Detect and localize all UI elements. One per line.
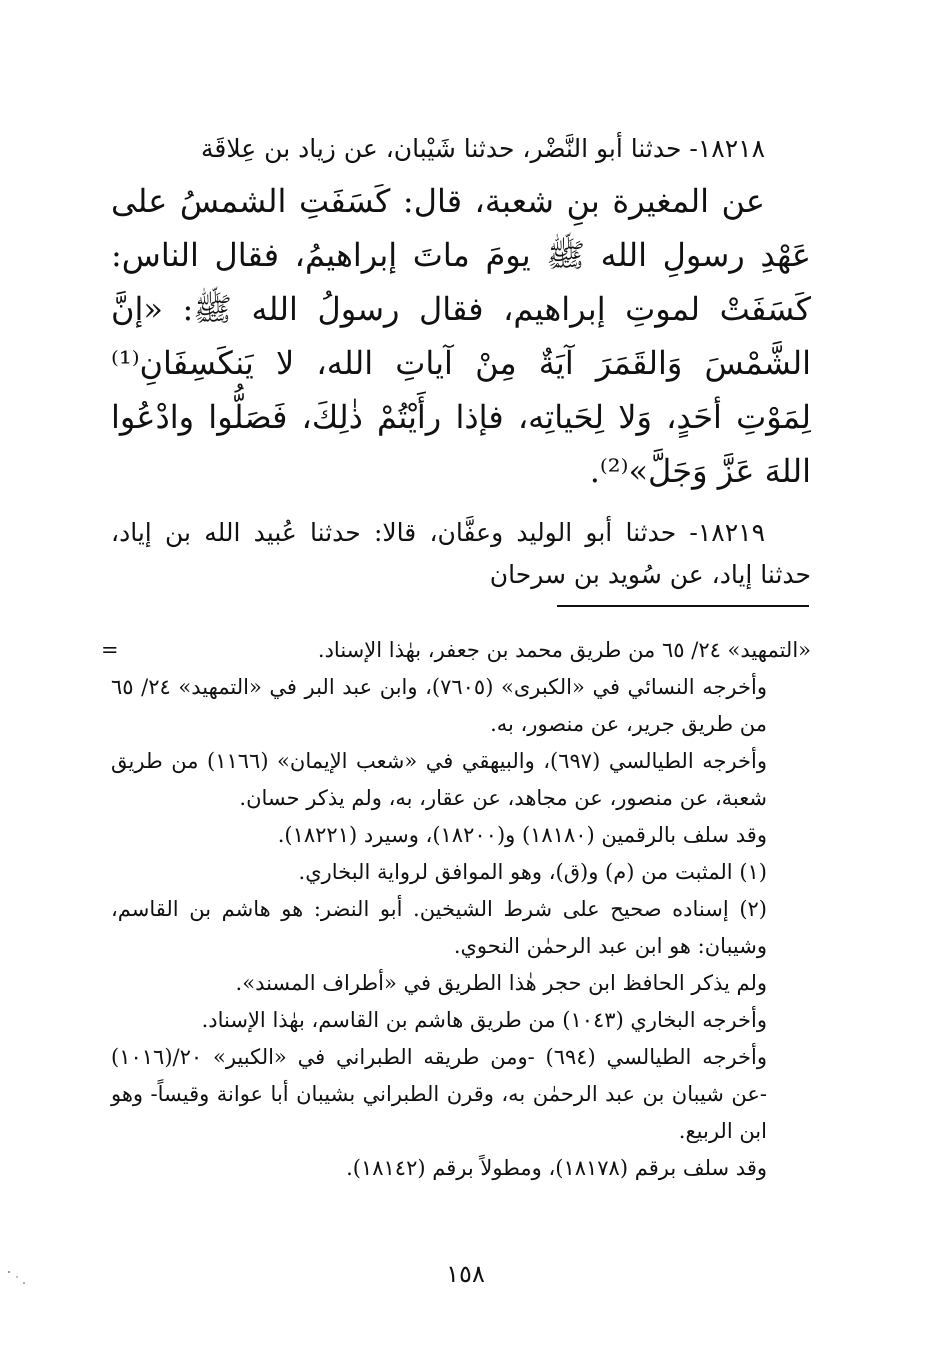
footnote-line: وقد سلف برقم (١٨١٧٨)، ومطولاً برقم (١٨١٤٢). (346, 1156, 767, 1180)
hadith-18219-isnad (111, 512, 811, 596)
hadith-18218-isnad-text: ١٨٢١٨- حدثنا أبو النَّضْر، حدثنا شَيْبان، عن زياد بن عِلاقَة (201, 134, 765, 163)
footnotes (101, 632, 811, 1187)
footnote-line: ولم يذكر الحافظ ابن حجر هٰذا الطريق في «أطراف المسند». (235, 971, 767, 995)
footnote-line: وأخرجه البخاري (١٠٤٣) من طريق هاشم بن القاسم، بهٰذا الإسناد. (201, 1008, 767, 1032)
hadith-18218-matn (111, 174, 811, 498)
hadith-18219-isnad-text: ١٨٢١٩- حدثنا أبو الوليد وعفَّان، قالا: حدثنا عُبيد الله بن إياد، حدثنا إياد، عن سُويد بن سرحان (111, 518, 811, 589)
footnote-line: وأخرجه النسائي في «الكبرى» (٧٦٠٥)، وابن عبد البر في «التمهيد» ٢٤/ ٦٥ من طريق جرير، عن منصور، به. (111, 675, 767, 736)
footnote-line: «التمهيد» ٢٤/ ٦٥ من طريق محمد بن جعفر، بهٰذا الإسناد. (317, 638, 811, 662)
footnote-line: وأخرجه الطيالسي (٦٩٧)، والبيهقي في «شعب الإيمان» (١١٦٦) من طريق شعبة، عن منصور، عن مجاهد، عن عقار، به، ولم يذكر حسان. (111, 749, 767, 810)
hadith-18218-matn-text: عن المغيرة بنِ شعبة، قال: كَسَفَتِ الشمسُ على عَهْدِ رسولِ الله ﷺ يومَ ماتَ إبراهيمُ، فقال الناس: كَسَفَتْ لموتِ إبراهيم، فقال رسولُ الله ﷺ: «إنَّ الشَّمْسَ وَالقَمَرَ آيَةٌ مِنْ آياتِ الله، لا يَنكَسِفَانِ⁽¹⁾ لِمَوْتِ أحَدٍ، وَلا لِحَياتِه، فإذا رأَيْتُمْ ذٰلِكَ، فَصَلُّوا وادْعُوا اللهَ عَزَّ وَجَلَّ»⁽²⁾. (111, 182, 811, 490)
page-number: ١٥٨ (446, 1260, 485, 1288)
footnote-separator (557, 605, 809, 607)
scan-specks (6, 1268, 36, 1288)
hadith-18218-isnad (111, 128, 811, 170)
footnote-line: وقد سلف بالرقمين (١٨١٨٠) و(١٨٢٠٠)، وسيرد (١٨٢٢١). (277, 823, 767, 847)
footnote-1: (١) المثبت من (م) و(ق)، وهو الموافق لرواية البخاري. (298, 860, 767, 884)
footnote-line: وأخرجه الطيالسي (٦٩٤) -ومن طريقه الطبراني في «الكبير» ٢٠/(١٠١٦) -عن شيبان بن عبد الرحمٰن به، وقرن الطبراني بشيبان أبا عوانة وقيساً- وهو ابن الربيع. (111, 1045, 767, 1143)
footnote-2: (٢) إسناده صحيح على شرط الشيخين. أبو النضر: هو هاشم بن القاسم، وشيبان: هو ابن عبد الرحمٰن النحوي. (111, 897, 767, 958)
main-text (111, 128, 811, 596)
footnote-continuation-mark: = (101, 638, 119, 662)
